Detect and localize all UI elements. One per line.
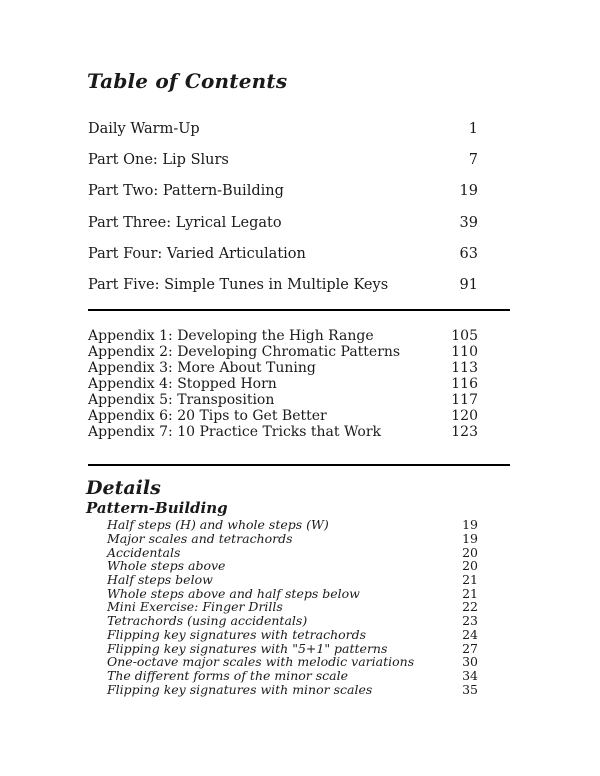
toc-entry-label: Part Five: Simple Tunes in Multiple Keys: [88, 277, 389, 294]
toc-entry-label: Tetrachords (using accidentals): [107, 613, 308, 629]
toc-entry-label: Part One: Lip Slurs: [88, 151, 229, 168]
toc-entry-label: Half steps below: [107, 572, 213, 588]
toc-entry-label: Appendix 2: Developing Chromatic Patterns: [88, 344, 401, 360]
toc-entry: [88, 545, 510, 559]
toc-entry-page: 19: [459, 183, 478, 200]
toc-entry: [88, 559, 510, 573]
toc-entry: [88, 532, 510, 546]
toc-entry: [88, 144, 510, 175]
toc-entry-label: Appendix 4: Stopped Horn: [88, 376, 277, 392]
toc-entry-page: 21: [462, 572, 478, 588]
toc-entry-page: 39: [459, 214, 478, 231]
toc-entry-label: Appendix 6: 20 Tips to Get Better: [88, 408, 327, 424]
toc-entry: [88, 600, 510, 614]
toc-entry-label: The different forms of the minor scale: [107, 667, 349, 683]
toc-appendix-section: [88, 328, 510, 440]
toc-entry: [88, 424, 510, 440]
toc-entry: [88, 344, 510, 360]
toc-entry-page: 117: [451, 392, 478, 408]
toc-entry-label: Flipping key signatures with minor scales: [107, 681, 373, 697]
toc-entry-label: Half steps (H) and whole steps (W): [107, 517, 329, 533]
toc-entry-page: 110: [451, 344, 478, 360]
toc-entry: [88, 376, 510, 392]
toc-main-section: [88, 113, 510, 301]
toc-entry-page: 123: [451, 424, 478, 440]
toc-entry: [88, 628, 510, 642]
toc-entry: [88, 360, 510, 376]
toc-entry: [88, 518, 510, 532]
toc-entry: [88, 176, 510, 207]
toc-entry-page: 116: [451, 376, 478, 392]
toc-details-section: [88, 518, 510, 696]
toc-entry-page: 105: [451, 328, 478, 344]
toc-entry-label: Part Four: Varied Articulation: [88, 245, 306, 262]
toc-entry: [88, 392, 510, 408]
toc-entry: [88, 614, 510, 628]
toc-entry-page: 23: [462, 613, 478, 629]
toc-entry-page: 7: [468, 151, 478, 168]
toc-entry-page: 21: [462, 585, 478, 601]
toc-entry-label: Daily Warm-Up: [88, 120, 200, 137]
toc-entry: [88, 207, 510, 238]
details-subheading: Pattern-Building: [86, 499, 228, 517]
toc-entry-label: Appendix 1: Developing the High Range: [88, 328, 374, 344]
details-heading: Details: [86, 477, 161, 499]
toc-entry: [88, 238, 510, 269]
toc-entry-label: Part Three: Lyrical Legato: [88, 214, 282, 231]
toc-entry-page: 24: [462, 626, 478, 642]
toc-entry-label: Appendix 7: 10 Practice Tricks that Work: [88, 424, 382, 440]
toc-entry-label: Accidentals: [107, 544, 181, 560]
toc-entry-page: 34: [462, 667, 478, 683]
toc-entry: [88, 573, 510, 587]
toc-entry-page: 20: [462, 544, 478, 560]
toc-entry-page: 27: [462, 640, 478, 656]
toc-entry-label: Mini Exercise: Finger Drills: [107, 599, 283, 615]
toc-entry-label: One-octave major scales with melodic variations: [107, 654, 415, 670]
toc-entry: [88, 328, 510, 344]
toc-entry: [88, 682, 510, 696]
toc-entry: [88, 408, 510, 424]
toc-entry: [88, 641, 510, 655]
toc-entry-page: 63: [459, 245, 478, 262]
toc-entry-label: Appendix 3: More About Tuning: [88, 360, 316, 376]
toc-entry: [88, 113, 510, 144]
toc-entry-label: Major scales and tetrachords: [107, 531, 293, 547]
toc-entry-page: 35: [462, 681, 478, 697]
toc-entry-label: Flipping key signatures with "5+1" patterns: [107, 640, 388, 656]
toc-entry-page: 30: [462, 654, 478, 670]
toc-entry-label: Whole steps above: [107, 558, 226, 574]
toc-entry: [88, 655, 510, 669]
toc-entry: [88, 269, 510, 300]
page-title: Table of Contents: [87, 69, 288, 93]
toc-entry-label: Appendix 5: Transposition: [88, 392, 275, 408]
toc-entry: [88, 669, 510, 683]
toc-entry-page: 113: [451, 360, 478, 376]
toc-entry: [88, 586, 510, 600]
toc-entry-page: 91: [459, 277, 478, 294]
toc-entry-label: Whole steps above and half steps below: [107, 585, 360, 601]
toc-entry-page: 19: [462, 531, 478, 547]
toc-entry-label: Flipping key signatures with tetrachords: [107, 626, 367, 642]
toc-entry-page: 1: [468, 120, 478, 137]
toc-entry-page: 22: [462, 599, 478, 615]
divider-rule-top: [88, 309, 510, 311]
divider-rule-bottom: [88, 464, 510, 466]
toc-entry-page: 120: [451, 408, 478, 424]
toc-entry-label: Part Two: Pattern-Building: [88, 183, 284, 200]
toc-entry-page: 19: [462, 517, 478, 533]
toc-entry-page: 20: [462, 558, 478, 574]
